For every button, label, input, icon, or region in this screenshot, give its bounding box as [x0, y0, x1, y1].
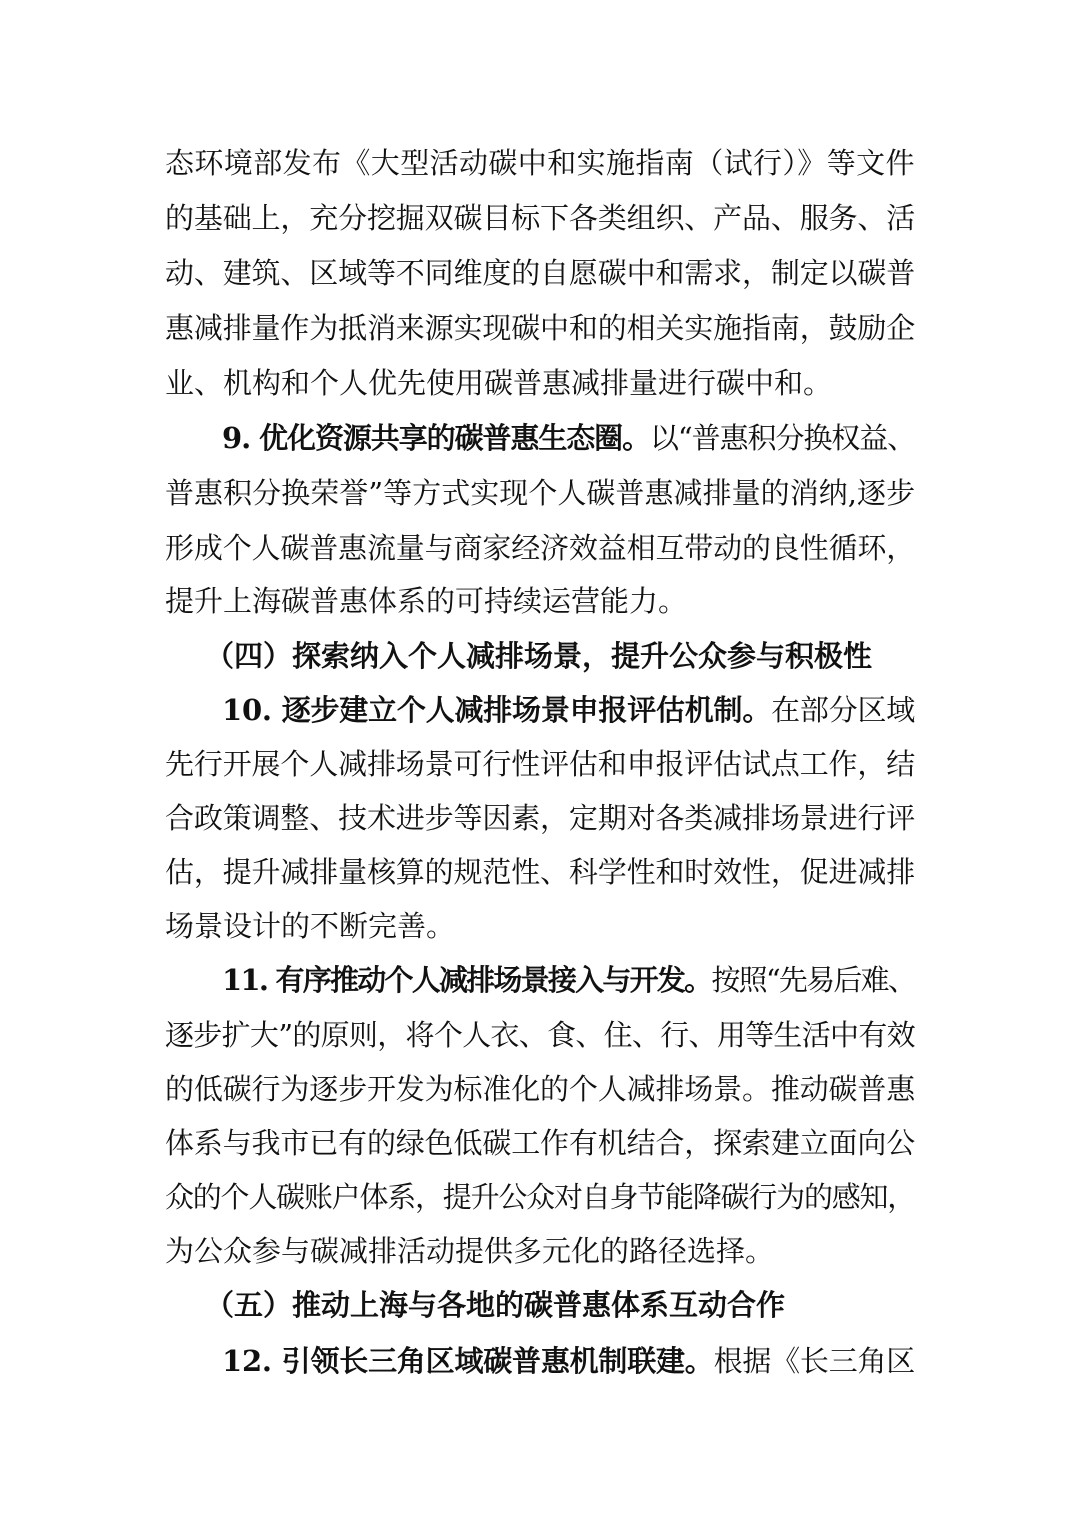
text-segment: 形成个人碳普惠流量与商家经济效益相互带动的良性循环，	[165, 531, 916, 565]
text-segment: 众的个人碳账户体系，提升公众对自身节能降碳行为的感知，	[165, 1180, 916, 1214]
text-segment: 根据《长三角区	[713, 1344, 916, 1378]
text-segment: 为公众参与碳减排活动提供多元化的路径选择。	[165, 1234, 775, 1268]
item-title: 11. 有序推动个人减排场景接入与开发。	[222, 963, 712, 997]
item-title: 12. 引领长三角区域碳普惠机制联建。	[222, 1344, 714, 1378]
text-line	[165, 528, 915, 568]
text-line	[165, 198, 915, 238]
text-segment: 提升上海碳普惠体系的可持续运营能力。	[165, 584, 688, 618]
text-line	[165, 852, 915, 892]
text-line	[222, 690, 915, 730]
text-line	[165, 906, 455, 946]
text-line	[165, 1231, 774, 1271]
text-line	[165, 308, 915, 348]
text-segment: （四）探索纳入个人减排场景，提升公众参与积极性	[205, 639, 873, 673]
text-segment: 在部分区域	[771, 693, 916, 727]
text-segment: 先行开展个人减排场景可行性评估和申报评估试点工作，结	[165, 747, 916, 781]
text-segment: 以“普惠积分换权益、	[650, 421, 916, 455]
text-line	[165, 363, 832, 403]
text-segment: 业、机构和个人优先使用碳普惠减排量进行碳中和。	[165, 366, 833, 400]
text-segment: 合政策调整、技术进步等因素，定期对各类减排场景进行评	[165, 801, 916, 835]
text-line	[165, 744, 915, 784]
text-segment: 的基础上，充分挖掘双碳目标下各类组织、产品、服务、活	[165, 201, 916, 235]
text-segment: 场景设计的不断完善。	[165, 909, 456, 943]
item-title: 9. 优化资源共享的碳普惠生态圈。	[222, 421, 651, 455]
text-line	[165, 1123, 915, 1163]
text-line	[165, 1015, 915, 1055]
section-heading	[205, 636, 872, 676]
text-line	[165, 798, 915, 838]
text-line	[165, 253, 915, 293]
text-line	[222, 1341, 915, 1381]
text-segment: 逐步扩大”的原则，将个人衣、食、住、行、用等生活中有效	[165, 1018, 915, 1052]
text-line	[165, 473, 915, 513]
text-segment: 普惠积分换荣誉”等方式实现个人碳普惠减排量的消纳,逐步	[165, 476, 916, 510]
text-line	[165, 1069, 915, 1109]
text-segment: 的低碳行为逐步开发为标准化的个人减排场景。推动碳普惠	[165, 1072, 916, 1106]
text-line	[165, 143, 915, 183]
text-segment: 体系与我市已有的绿色低碳工作有机结合，探索建立面向公	[165, 1126, 916, 1160]
text-segment: 估，提升减排量核算的规范性、科学性和时效性，促进减排	[165, 855, 916, 889]
text-segment: 按照“先易后难、	[711, 963, 916, 997]
section-heading	[205, 1285, 785, 1325]
text-segment: （五）推动上海与各地的碳普惠体系互动合作	[205, 1288, 786, 1322]
text-line	[165, 581, 687, 621]
item-title: 10. 逐步建立个人减排场景申报评估机制。	[222, 693, 772, 727]
text-segment: 惠减排量作为抵消来源实现碳中和的相关实施指南，鼓励企	[165, 311, 916, 345]
text-line	[222, 418, 915, 458]
text-segment: 动、建筑、区域等不同维度的自愿碳中和需求，制定以碳普	[165, 256, 916, 290]
text-line	[165, 1177, 915, 1217]
text-line	[222, 960, 915, 1000]
text-segment: 态环境部发布《大型活动碳中和实施指南（试行）》等文件	[165, 146, 915, 180]
